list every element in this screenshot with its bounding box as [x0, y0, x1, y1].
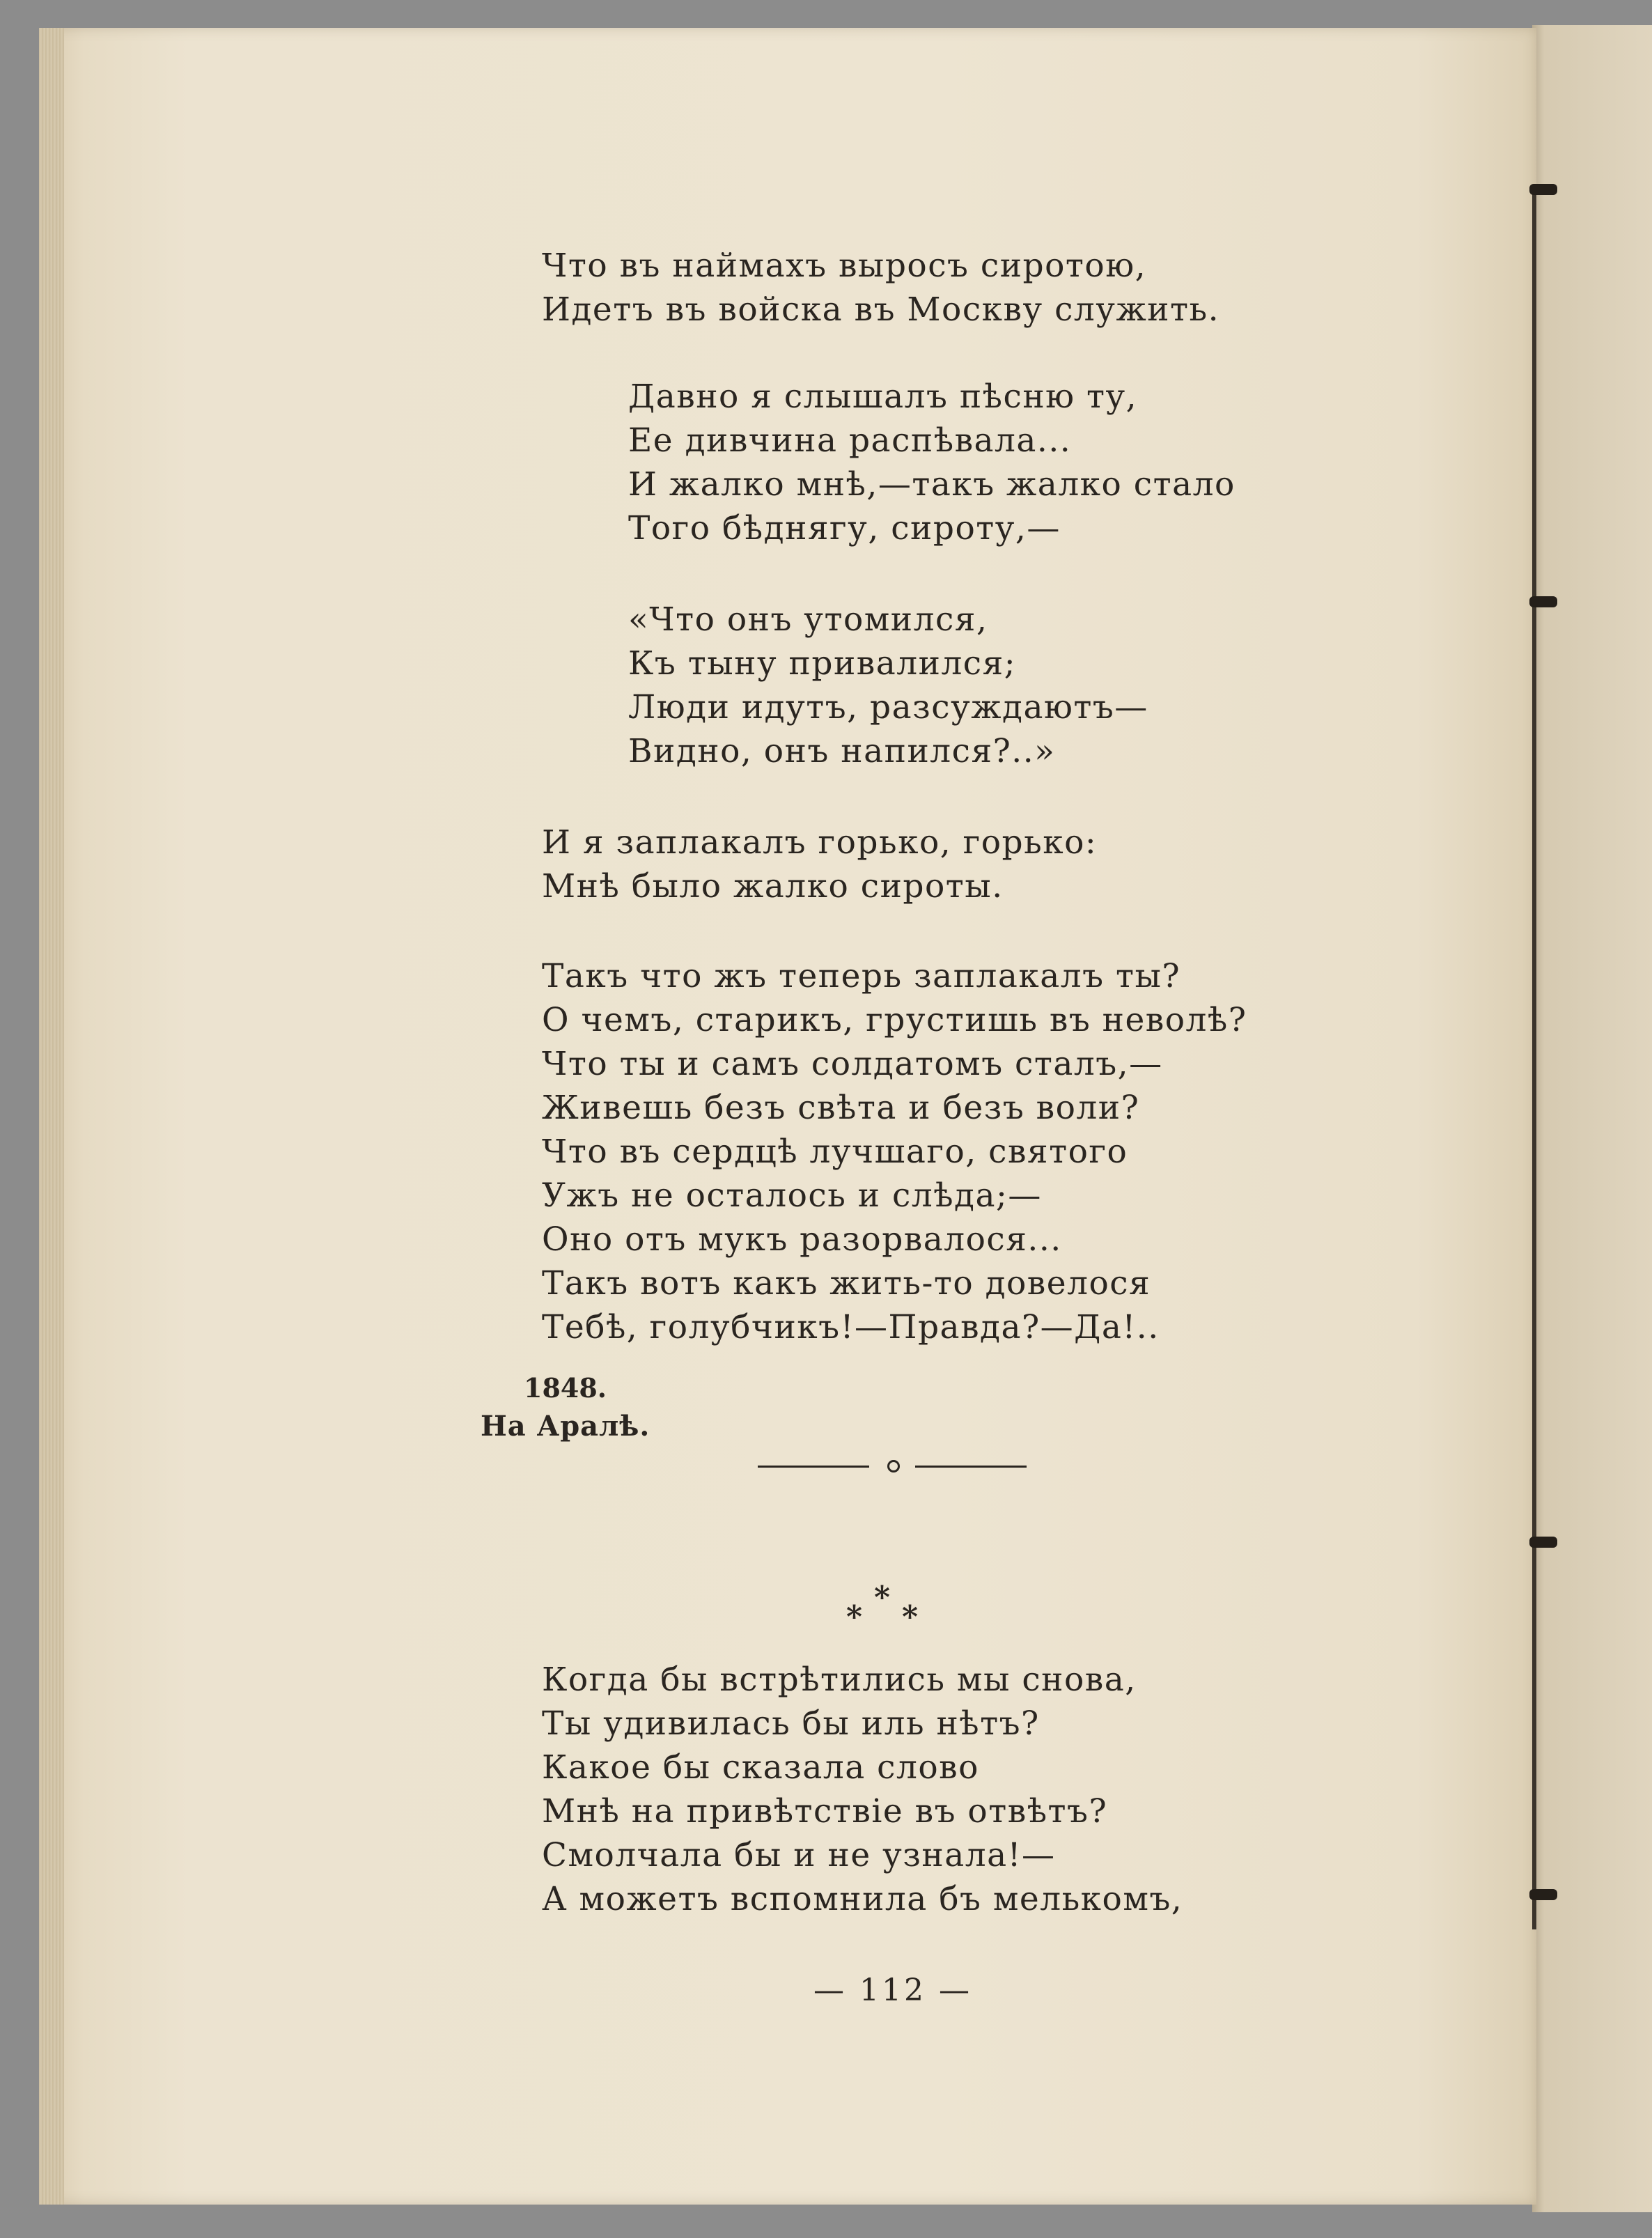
asterism-star: * [902, 1599, 919, 1635]
verse-line: Такъ что жъ теперь заплакалъ ты? [542, 957, 1181, 995]
verse-line: Мнѣ на привѣтствіе въ отвѣтъ? [542, 1792, 1108, 1831]
verse-line: Какое бы сказала слово [542, 1748, 979, 1787]
verse-line: Оно отъ мукъ разорвалося... [542, 1220, 1062, 1259]
verse-line: И я заплакалъ горько, горько: [542, 823, 1098, 862]
verse-line: Люди идутъ, разсуждаютъ— [628, 688, 1148, 726]
verse-line: Такъ вотъ какъ жить-то довелося [542, 1264, 1151, 1303]
binding-clip [1529, 1537, 1557, 1548]
stanza-2 [542, 375, 1531, 550]
verse-line: Къ тыну привалился; [628, 644, 1017, 683]
stanza-6 [542, 1658, 1531, 1921]
divider-rule-right [915, 1466, 1027, 1468]
verse-line: Идетъ въ войска въ Москву служить. [542, 290, 1220, 329]
binding-clip [1529, 1889, 1557, 1900]
asterism-star: * [874, 1580, 891, 1615]
stanza-1 [542, 244, 1531, 332]
verse-line: Смолчала бы и не узнала!— [542, 1836, 1056, 1874]
poem-date: 1848. [524, 1372, 607, 1404]
verse-line: Ты удивилась бы иль нѣтъ? [542, 1704, 1040, 1743]
verse-line: Давно я слышалъ пѣсню ту, [628, 378, 1138, 416]
verse-line: «Что онъ утомился, [628, 600, 988, 639]
binding-gutter [1532, 188, 1536, 1929]
verse-line: Когда бы встрѣтились мы снова, [542, 1661, 1137, 1699]
verse-line: Что въ сердцѣ лучшаго, святого [542, 1133, 1128, 1171]
verse-line: Видно, онъ напился?..» [628, 732, 1056, 770]
verse-line: Ее дивчина распѣвала... [628, 421, 1072, 460]
divider-rule-left [758, 1466, 869, 1468]
verse-line: Что ты и самъ солдатомъ сталъ,— [542, 1045, 1163, 1083]
asterism [846, 1580, 930, 1635]
binding-clip [1529, 596, 1557, 607]
verse-line: Ужъ не осталось и слѣда;— [542, 1176, 1042, 1215]
stanza-3 [542, 598, 1531, 773]
verse-line: И жалко мнѣ,—такъ жалко стало [628, 465, 1236, 504]
asterism-star: * [846, 1599, 863, 1635]
verse-line: Живешь безъ свѣта и безъ воли? [542, 1089, 1140, 1127]
facing-page-edge [1532, 25, 1652, 2212]
page-number: — 112 — [813, 1973, 972, 2008]
verse-line: Тебѣ, голубчикъ!—Правда?—Да!.. [542, 1308, 1160, 1346]
divider-ornament [887, 1460, 900, 1472]
verse-line: Что въ наймахъ выросъ сиротою, [542, 247, 1147, 285]
verse-line: О чемъ, старикъ, грустишь въ неволѣ? [542, 1001, 1247, 1039]
stanza-5 [542, 954, 1531, 1349]
verse-line: Мнѣ было жалко сироты. [542, 867, 1004, 906]
binding-clip [1529, 184, 1557, 195]
page-stack-edge [39, 28, 64, 2205]
stanza-4 [542, 821, 1531, 908]
section-divider [758, 1466, 1028, 1467]
verse-line: Того бѣднягу, сироту,— [628, 509, 1061, 547]
verse-line: А можетъ вспомнила бъ мелькомъ, [542, 1880, 1183, 1918]
poem-place: На Аралѣ. [481, 1410, 650, 1443]
